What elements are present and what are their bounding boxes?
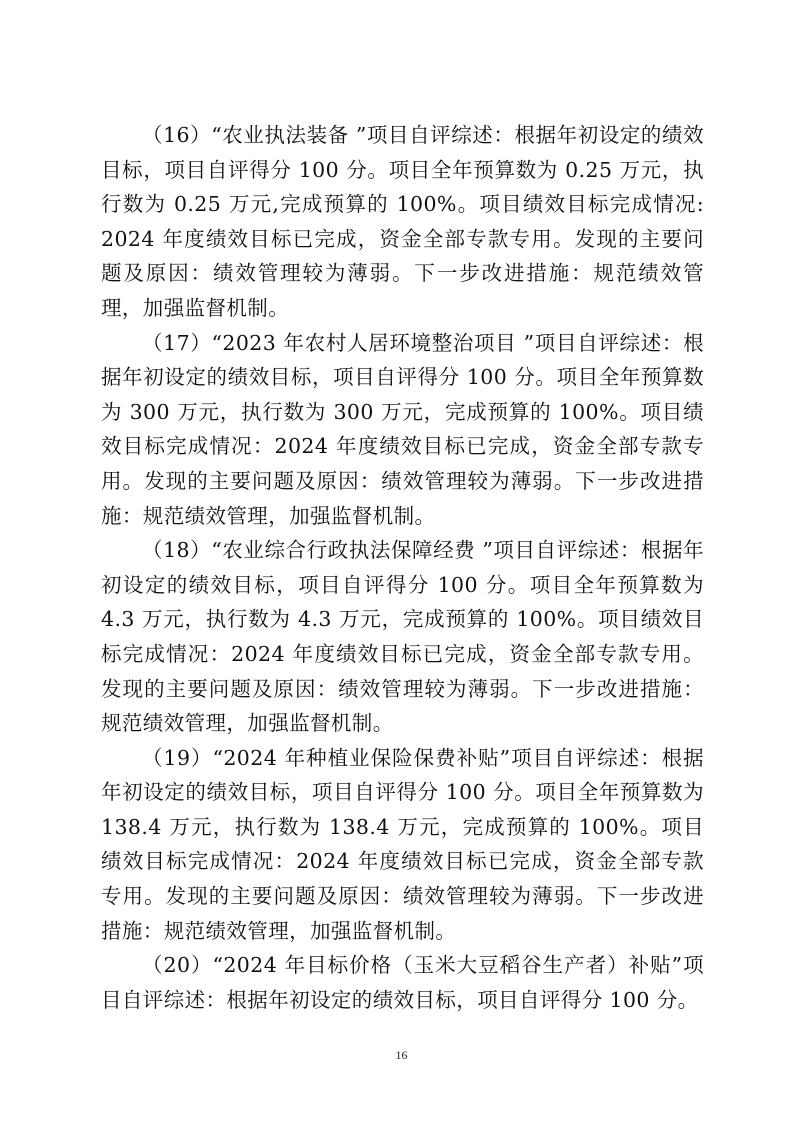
paragraph-20: （20）“2024 年目标价格（玉米大豆稻谷生产者）补贴”项目自评综述：根据年初设定的绩效目标，项目自评得分 100 分。 [101, 953, 704, 1012]
page-number: 16 [395, 1048, 408, 1062]
paragraph-17: （17）“2023 年农村人居环境整治项目 ”项目自评综述：根据年初设定的绩效目标，项目自评得分 100 分。项目全年预算数为 300 万元，执行数为 300 万元，完成预算的 100%。项目绩效目标完成情况：2024 年度绩效目标已完成，资金全部专款专用。发现的主要问题及原因：绩效管理较为薄弱。下一步改进措施：规范绩效管理，加强监督机制。 [101, 330, 704, 528]
paragraph-18: （18）“农业综合行政执法保障经费 ”项目自评综述：根据年初设定的绩效目标，项目自评得分 100 分。项目全年预算数为 4.3 万元，执行数为 4.3 万元，完成预算的 100%。项目绩效目标完成情况：2024 年度绩效目标已完成，资金全部专款专用。发现的主要问题及原因：绩效管理较为薄弱。下一步改进措施：规范绩效管理，加强监督机制。 [101, 538, 704, 736]
paragraph-19: （19）“2024 年种植业保险保费补贴”项目自评综述：根据年初设定的绩效目标，项目自评得分 100 分。项目全年预算数为 138.4 万元，执行数为 138.4 万元，完成预算的 100%。项目绩效目标完成情况：2024 年度绩效目标已完成，资金全部专款专用。发现的主要问题及原因：绩效管理较为薄弱。下一步改进措施：规范绩效管理，加强监督机制。 [101, 745, 704, 943]
paragraph-16: （16）“农业执法装备 ”项目自评综述：根据年初设定的绩效目标，项目自评得分 100 分。项目全年预算数为 0.25 万元，执行数为 0.25 万元,完成预算的 100%。项目绩效目标完成情况: 2024 年度绩效目标已完成，资金全部专款专用。发现的主要问题及原因：绩效管理较为薄弱。下一步改进措施：规范绩效管理，加强监督机制。 [101, 123, 704, 320]
document-body [101, 118, 704, 1017]
